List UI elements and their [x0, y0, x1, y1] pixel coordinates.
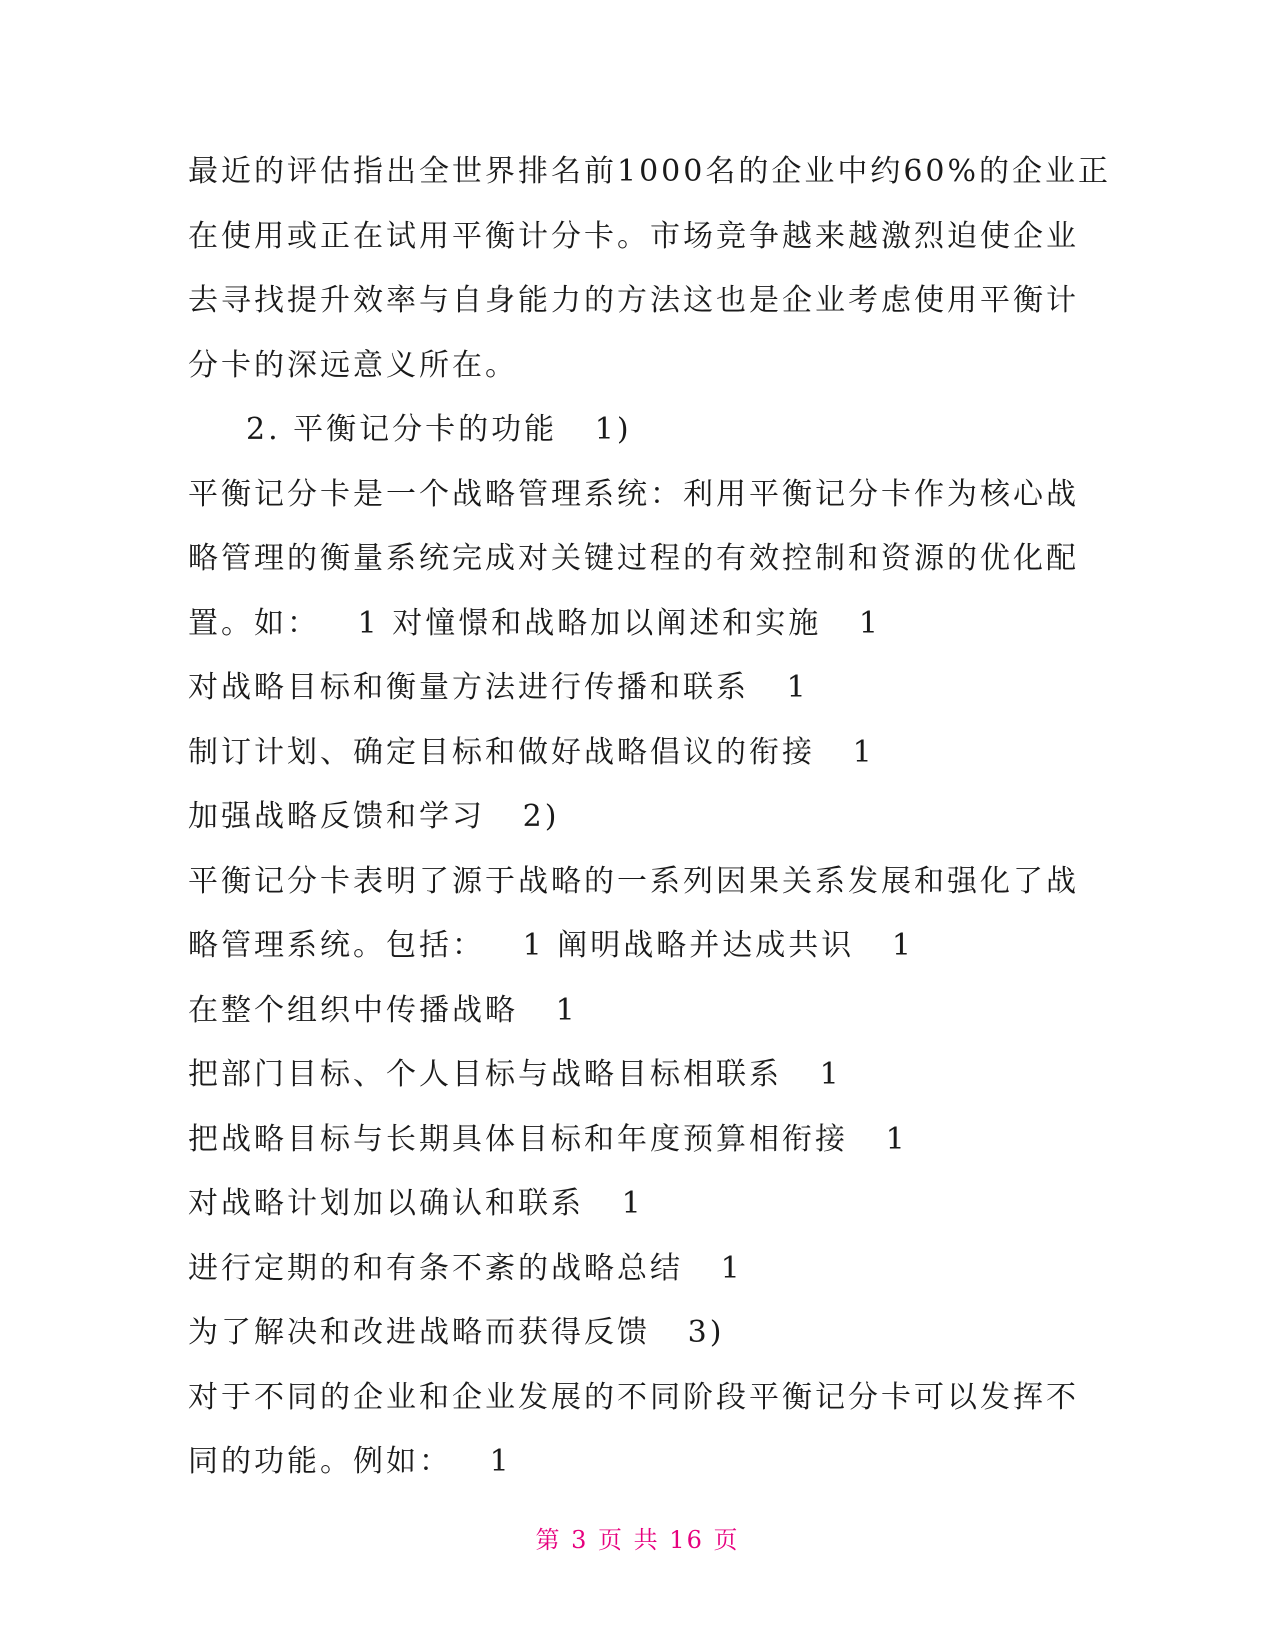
text-line: 把战略目标与长期具体目标和年度预算相衔接 1 — [188, 1121, 908, 1157]
text-line: 置。如： 1 对憧憬和战略加以阐述和实施 1 — [188, 605, 881, 641]
text-line: 平衡记分卡是一个战略管理系统：利用平衡记分卡作为核心战 — [188, 476, 1079, 512]
text-line: 略管理的衡量系统完成对关键过程的有效控制和资源的优化配 — [188, 541, 1079, 576]
text-line: 在整个组织中传播战略 1 — [188, 992, 578, 1028]
text-line: 同的功能。例如： 1 — [188, 1444, 512, 1479]
text-line: 去寻找提升效率与自身能力的方法这也是企业考虑使用平衡计 — [188, 283, 1079, 318]
text-line: 分卡的深远意义所在。 — [188, 347, 518, 383]
text-line: 略管理系统。包括： 1 阐明战略并达成共识 1 — [188, 928, 914, 963]
text-line: 制订计划、确定目标和做好战略倡议的衔接 1 — [188, 734, 875, 770]
text-line: 为了解决和改进战略而获得反馈 3) — [188, 1315, 725, 1350]
text-line: 在使用或正在试用平衡计分卡。市场竞争越来越激烈迫使企业 — [188, 218, 1079, 254]
text-line: 最近的评估指出全世界排名前1000名的企业中约60%的企业正 — [188, 154, 1112, 189]
section-heading: 2. 平衡记分卡的功能 1) — [246, 412, 632, 447]
document-body — [188, 140, 1112, 1495]
text-line: 平衡记分卡表明了源于战略的一系列因果关系发展和强化了战 — [188, 863, 1079, 899]
text-line: 对战略目标和衡量方法进行传播和联系 1 — [188, 670, 809, 705]
text-line: 加强战略反馈和学习 2) — [188, 799, 560, 834]
text-line: 把部门目标、个人目标与战略目标相联系 1 — [188, 1057, 842, 1092]
page-number-footer: 第 3 页 共 16 页 — [535, 1526, 740, 1554]
text-line: 对战略计划加以确认和联系 1 — [188, 1186, 644, 1221]
text-line: 对于不同的企业和企业发展的不同阶段平衡记分卡可以发挥不 — [188, 1379, 1079, 1415]
text-line: 进行定期的和有条不紊的战略总结 1 — [188, 1250, 743, 1286]
